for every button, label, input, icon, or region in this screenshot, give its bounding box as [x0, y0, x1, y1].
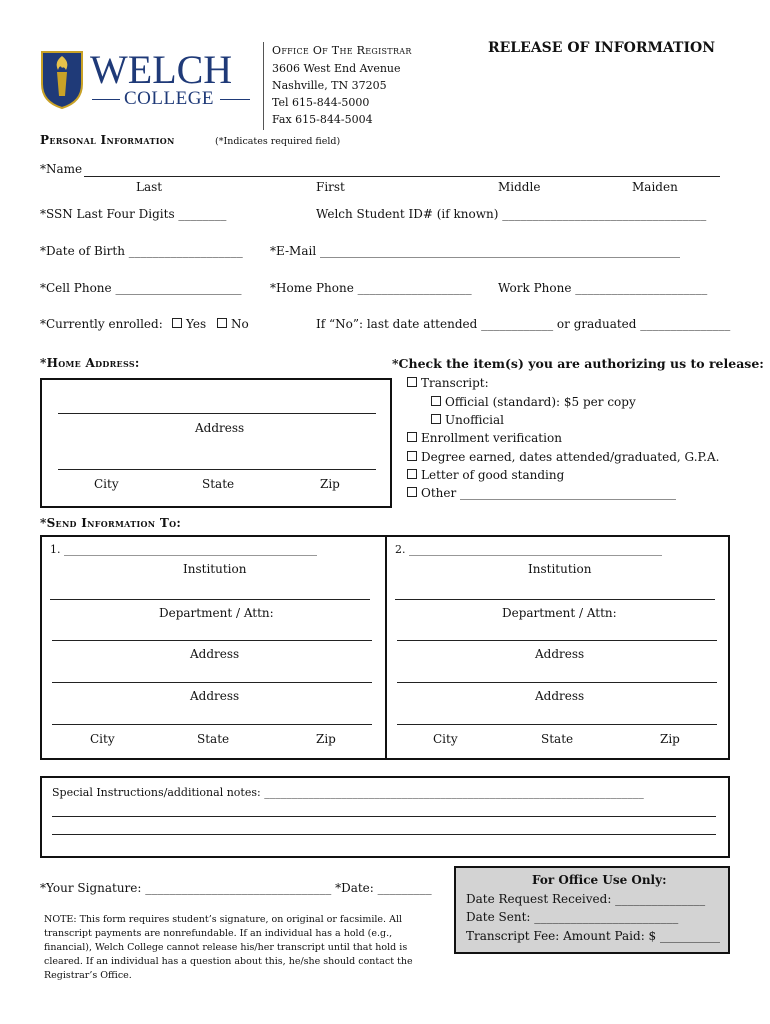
address-line1: 3606 West End Avenue: [272, 62, 401, 75]
recipient2-address1-line[interactable]: [397, 640, 717, 641]
address-line2: Nashville, TN 37205: [272, 79, 387, 92]
name-part-maiden: Maiden: [632, 180, 678, 194]
unofficial-checkbox[interactable]: [431, 414, 441, 424]
official-checkbox[interactable]: [431, 396, 441, 406]
special-instructions-label[interactable]: Special Instructions/additional notes: _____________________________________________________________________: [52, 786, 644, 799]
home-city-label: City: [94, 477, 119, 491]
item-transcript[interactable]: Transcript:: [407, 376, 489, 390]
recipient2-address2-label: Address: [535, 689, 585, 703]
home-address-heading: *Home Address:: [40, 356, 140, 370]
recipient2-dept-line[interactable]: [395, 599, 715, 600]
item-degree[interactable]: Degree earned, dates attended/graduated, G.P.A.: [407, 450, 719, 464]
enrollment-checkbox[interactable]: [407, 432, 417, 442]
office-use-heading: For Office Use Only:: [532, 873, 667, 887]
student-id-field[interactable]: Welch Student ID# (if known) __________________________________: [316, 207, 707, 221]
logo-welch: WELCH: [90, 47, 233, 92]
yes-checkbox[interactable]: [172, 318, 182, 328]
recipient1-address1-label: Address: [190, 647, 240, 661]
home-phone-field[interactable]: *Home Phone ___________________: [270, 281, 472, 295]
item-other[interactable]: Other ____________________________________: [407, 486, 676, 500]
enrolled-no[interactable]: No: [217, 317, 249, 331]
transcript-checkbox[interactable]: [407, 377, 417, 387]
send-heading: *Send Information To:: [40, 516, 182, 530]
logo-rule-right: [220, 99, 250, 100]
recipient1-address1-line[interactable]: [52, 640, 372, 641]
personal-heading: Personal Information: [40, 133, 175, 147]
email-field[interactable]: *E-Mail ____________________________________________________________: [270, 244, 680, 258]
name-part-middle: Middle: [498, 180, 541, 194]
recipient2-institution-field[interactable]: 2. ______________________________________________: [395, 543, 662, 556]
header-divider: [263, 42, 264, 130]
recipient2-city-line[interactable]: [397, 724, 717, 725]
logo-rule-left: [92, 99, 120, 100]
home-address-label: Address: [195, 421, 245, 435]
recipient2-state-label: State: [541, 732, 574, 746]
recipient2-dept-label: Department / Attn:: [502, 606, 617, 620]
home-zip-label: Zip: [320, 477, 340, 491]
recipient2-zip-label: Zip: [660, 732, 680, 746]
signature-field[interactable]: *Your Signature: _______________________________ *Date: _________: [40, 881, 432, 895]
cell-phone-field[interactable]: *Cell Phone _____________________: [40, 281, 242, 295]
enrolled-yes[interactable]: Yes: [172, 317, 206, 331]
logo-college: COLLEGE: [124, 88, 215, 109]
office-title: Office Of The Registrar: [272, 44, 412, 57]
home-state-label: State: [202, 477, 235, 491]
form-title: RELEASE OF INFORMATION: [488, 40, 716, 56]
recipient2-institution-label: Institution: [528, 562, 592, 576]
item-good-standing[interactable]: Letter of good standing: [407, 468, 564, 482]
office-date-sent: Date Sent: ________________________: [466, 910, 679, 924]
recipient2-address1-label: Address: [535, 647, 585, 661]
item-official[interactable]: Official (standard): $5 per copy: [431, 395, 636, 409]
ssn-field[interactable]: *SSN Last Four Digits ________: [40, 207, 227, 221]
name-part-first: First: [316, 180, 345, 194]
item-unofficial[interactable]: Unofficial: [431, 413, 504, 427]
phone-tel: Tel 615-844-5000: [272, 96, 370, 109]
name-label: *Name: [40, 162, 83, 176]
recipient1-address2-label: Address: [190, 689, 240, 703]
recipient1-state-label: State: [197, 732, 230, 746]
recipient2-city-label: City: [433, 732, 458, 746]
required-note: (*Indicates required field): [215, 136, 341, 147]
item-enrollment[interactable]: Enrollment verification: [407, 431, 562, 445]
degree-checkbox[interactable]: [407, 451, 417, 461]
phone-fax: Fax 615-844-5004: [272, 113, 373, 126]
nonrefundable-note: NOTE: This form requires student’s signature, on original or facsimile. All transcript payments are nonrefundable. If an individual has a hold (e.g., financial), Welch College cannot release his/her transcript until that hold is cleared. If an individual has a question about this, he/she should contact the Registrar’s Office.: [44, 914, 413, 981]
name-line[interactable]: [84, 176, 720, 177]
recipient1-address2-line[interactable]: [52, 682, 372, 683]
office-fee-paid: Transcript Fee: Amount Paid: $ __________: [466, 929, 721, 943]
dob-field[interactable]: *Date of Birth ___________________: [40, 244, 243, 258]
good-standing-checkbox[interactable]: [407, 469, 417, 479]
recipient1-zip-label: Zip: [316, 732, 336, 746]
recipient1-institution-field[interactable]: 1. ______________________________________________: [50, 543, 317, 556]
other-checkbox[interactable]: [407, 487, 417, 497]
special-line-2[interactable]: [52, 816, 716, 817]
home-city-line[interactable]: [58, 469, 376, 470]
home-address-line[interactable]: [58, 413, 376, 414]
recipient1-city-label: City: [90, 732, 115, 746]
recipient1-dept-label: Department / Attn:: [159, 606, 274, 620]
special-line-3[interactable]: [52, 834, 716, 835]
recipient2-address2-line[interactable]: [397, 682, 717, 683]
send-divider: [385, 535, 387, 760]
name-part-last: Last: [136, 180, 163, 194]
no-checkbox[interactable]: [217, 318, 227, 328]
last-date-field[interactable]: If “No”: last date attended ____________ or graduated _______________: [316, 317, 731, 331]
torch-shield-icon: [40, 50, 84, 110]
recipient1-dept-line[interactable]: [50, 599, 370, 600]
college-logo: [40, 47, 255, 112]
office-date-received: Date Request Received: _______________: [466, 892, 706, 906]
release-heading: *Check the item(s) you are authorizing us to release:: [392, 356, 764, 371]
enrolled-label: *Currently enrolled:: [40, 317, 163, 331]
recipient1-city-line[interactable]: [52, 724, 372, 725]
work-phone-field[interactable]: Work Phone ______________________: [498, 281, 708, 295]
recipient1-institution-label: Institution: [183, 562, 247, 576]
